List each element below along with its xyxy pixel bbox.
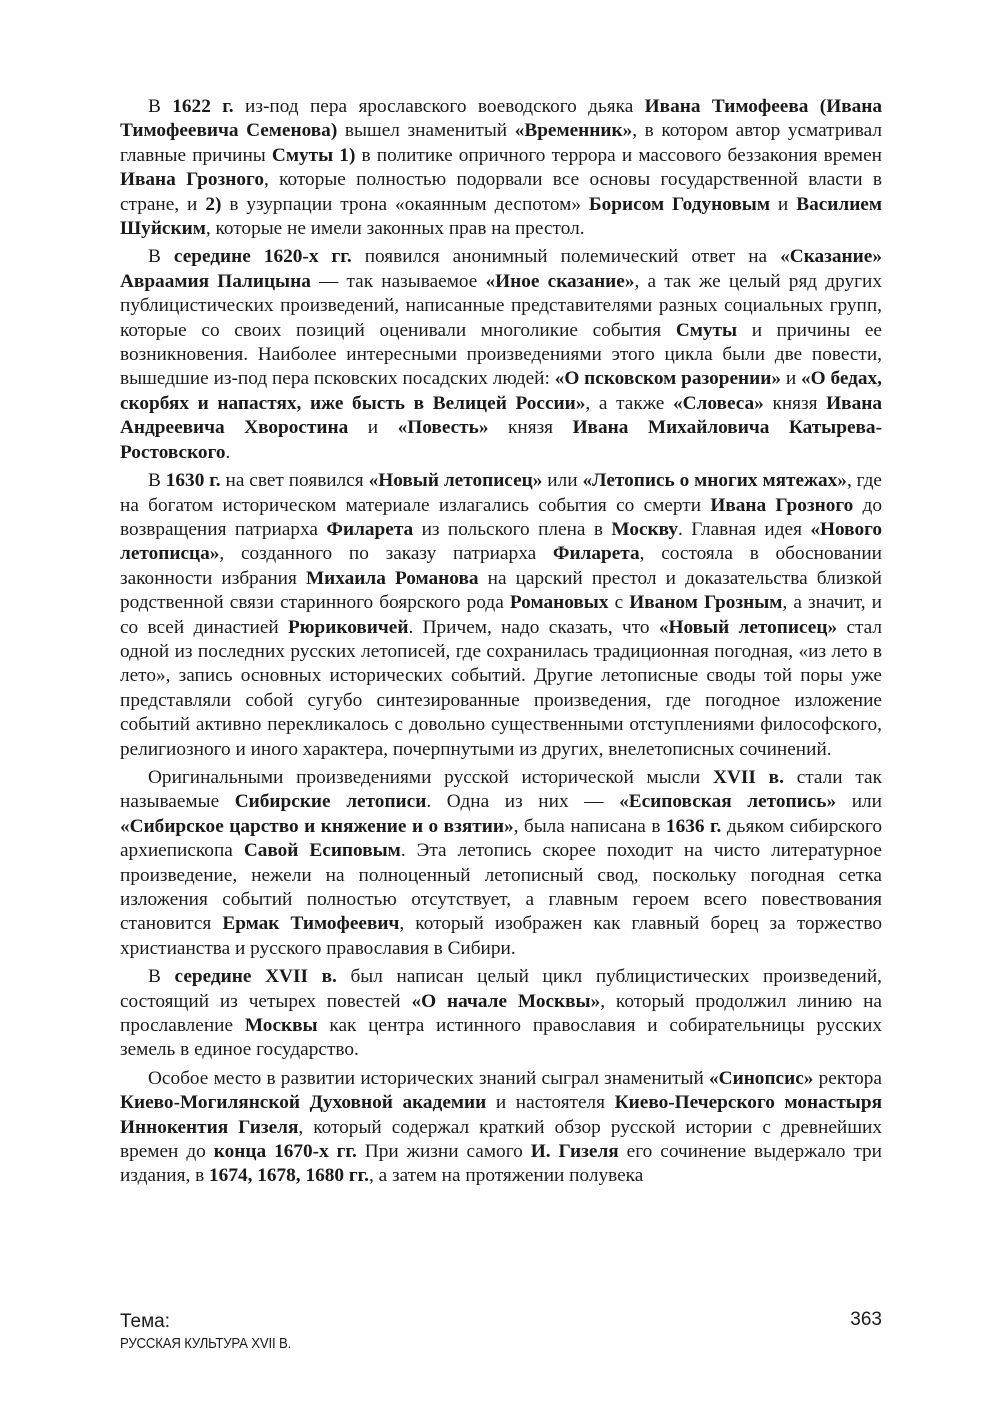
footer-topic-label: Тема: — [120, 1311, 171, 1332]
bold-text-run: 1622 г. — [172, 96, 234, 117]
text-run: дьяком сибирского архиепископа — [120, 815, 882, 862]
text-run: , в котором автор усматривал главные причины — [120, 120, 882, 166]
text-run: Оригинальными произведениями русской исторической мысли — [148, 766, 714, 788]
text-run: , которые не имели законных прав на престол. — [205, 218, 585, 240]
bold-text-run: Михаила Романова — [305, 567, 479, 589]
text-run: , а так же целый ряд других публицистических произведений, написанные представителями разных социальных групп, которые со своих позиций оценивали многоликие события — [120, 270, 883, 341]
bold-text-run: «Нового летописца» — [120, 518, 883, 565]
footer-topic-block — [120, 1311, 315, 1355]
bold-text-run: «Словеса» — [672, 392, 764, 414]
bold-text-run: 1636 г. — [665, 815, 722, 837]
bold-text-run: «Сказание» Авраамия Палицына — [120, 246, 882, 292]
bold-text-run: Борисом Годуновым — [588, 193, 770, 215]
footer-topic-title: РУССКАЯ КУЛЬТУРА XVII В. — [120, 1335, 292, 1352]
text-run: В — [148, 96, 173, 117]
text-run: до возвращения патриарха — [120, 494, 882, 540]
bold-text-run: Ивана Грозного — [710, 494, 854, 516]
text-run: из польского плена в — [413, 518, 612, 540]
bold-text-run: середине 1620-х гг. — [173, 246, 352, 268]
bold-text-run: «Есиповская летопись» — [619, 791, 837, 813]
bold-text-run: 2) — [205, 193, 222, 215]
bold-text-run: Филарета — [552, 543, 640, 565]
bold-text-run: Ивана Михайловича Катырева-Ростовского — [120, 417, 882, 463]
text-run: . Эта летопись скорее походит на чисто литературное произведение, нежели на полноценный летописный свод, поскольку погодная сетка изложения событий полностью отсутствует, а главным героем всего повествования становится — [120, 840, 882, 935]
bold-text-run: Романовых — [509, 592, 609, 614]
text-run: — так называемое — [310, 270, 486, 292]
bold-text-run: Киево-Могилянской Духовной академии — [120, 1092, 487, 1114]
text-run: , где на богатом историческом материале излагались события со смерти — [120, 470, 882, 516]
paragraph — [120, 1067, 882, 1189]
bold-text-run: «Повесть» — [397, 417, 489, 439]
text-run: или — [542, 470, 583, 492]
bold-text-run: Ивана Тимофеева (Ивана Тимофеевича Семенова) — [120, 96, 882, 142]
text-run: в политике опричного террора и массового беззакония времен — [355, 144, 882, 166]
bold-text-run: «Летопись о многих мятежах» — [582, 470, 847, 492]
text-run: на царский престол и доказательства близкой родственной связи старинного боярского рода — [120, 567, 883, 614]
text-run: , который содержал краткий обзор русской истории с древнейших времен до — [120, 1116, 882, 1163]
text-run: или — [836, 791, 882, 813]
text-run: с — [608, 592, 630, 614]
bold-text-run: Ивана Грозного — [120, 169, 264, 191]
bold-text-run: Москвы — [244, 1015, 318, 1037]
text-run: стали так называемые — [120, 766, 882, 813]
paragraph — [120, 766, 882, 961]
text-run: . Главная идея — [678, 518, 811, 540]
bold-text-run: «О псковском разорении» — [554, 368, 782, 390]
text-run: В — [148, 966, 175, 988]
text-run: , а также — [585, 392, 673, 414]
bold-text-run: «Новый летописец» — [368, 470, 543, 492]
bold-text-run: Савой Есиповым — [243, 840, 401, 862]
bold-text-run: Василием Шуйским — [120, 193, 882, 240]
text-run: , была написана в — [513, 815, 666, 837]
bold-text-run: Ермак Тимофеевич — [222, 913, 400, 935]
bold-text-run: Москву — [611, 518, 679, 540]
text-run: и — [348, 417, 398, 439]
bold-text-run: «Иное сказание» — [485, 270, 635, 292]
bold-text-run: Смуты 1) — [271, 144, 356, 166]
bold-text-run: Ивана Андреевича Хворостина — [120, 392, 882, 439]
text-run: . Одна из них — — [426, 791, 620, 813]
text-run: появился анонимный полемический ответ на — [351, 246, 781, 268]
bold-text-run: И. Гизеля — [530, 1141, 619, 1163]
text-run: и — [769, 193, 797, 215]
bold-text-run: «О бедах, скорбях и напастях, иже бысть в Велицей России» — [120, 368, 882, 414]
text-run: , который продолжил линию на прославление — [120, 990, 882, 1037]
bold-text-run: 1630 г. — [165, 470, 221, 492]
bold-text-run: Киево-Печерского монастыря Иннокентия Гизеля — [120, 1092, 882, 1138]
bold-text-run: Смуты — [675, 319, 738, 341]
text-run: , созданного по заказу патриарха — [219, 543, 553, 565]
text-run: и настоятеля — [486, 1092, 615, 1114]
bold-text-run: «Сибирское царство и княжение и о взятии» — [120, 815, 514, 837]
bold-text-run: «Новый летописец» — [658, 616, 838, 638]
bold-text-run: «Синопсис» — [709, 1067, 814, 1089]
bold-text-run: Филарета — [326, 518, 414, 540]
bold-text-run: середине XVII в. — [174, 966, 337, 988]
text-run: , которые полностью подорвали все основы государственной власти в стране, и — [120, 169, 882, 215]
text-run: князя — [488, 417, 573, 439]
text-run: князя — [763, 392, 827, 414]
text-run: как центра истинного православия и собирательницы русских земель в единое государство. — [120, 1015, 882, 1061]
text-run: вышел знаменитый — [337, 120, 515, 142]
text-run: на свет появился — [220, 470, 369, 492]
page-body-text — [120, 95, 882, 1193]
text-run: ректора — [813, 1067, 882, 1089]
text-run: из-под пера ярославского воеводского дьяка — [233, 96, 645, 117]
bold-text-run: Сибирские летописи — [234, 791, 427, 813]
text-run: Особое место в развитии исторических знаний сыграл знаменитый — [148, 1067, 710, 1089]
paragraph — [120, 95, 882, 241]
paragraph — [120, 245, 882, 465]
bold-text-run: «О начале Москвы» — [411, 990, 601, 1012]
text-run: стал одной из последних русских летописей, где сохранилась традиционная погодная, «из лето в лето», запись основных исторических событий. Другие летописные своды той поры уже представляли собой сугубо синтезированные произведения, где погодное изложение событий активно перекликалось с довольно существенными отступлениями философского, религиозного и иного характера, почерпнутыми из других, внелетописных сочинений. — [120, 616, 883, 760]
text-run: , состояла в обосновании законности избрания — [120, 543, 882, 589]
bold-text-run: конца 1670-х гг. — [213, 1141, 357, 1163]
bold-text-run: XVII в. — [713, 766, 784, 788]
bold-text-run: Рюриковичей — [288, 616, 409, 638]
text-run: и — [781, 368, 801, 390]
text-run: В — [148, 470, 166, 492]
page-number: 363 — [850, 1309, 882, 1330]
bold-text-run: Иваном Грозным — [629, 592, 783, 614]
text-run: , а значит, и со всей династией — [120, 592, 882, 638]
text-run: в узурпации трона «окаянным деспотом» — [221, 193, 589, 215]
text-run: . — [225, 441, 231, 463]
text-run: его сочинение выдержало три издания, в — [120, 1141, 882, 1187]
text-run: В — [148, 246, 174, 268]
bold-text-run: «Временник» — [514, 120, 633, 142]
bold-text-run: 1674, 1678, 1680 гг. — [209, 1165, 369, 1187]
paragraph — [120, 469, 882, 762]
text-run: и причины ее возникновения. Наиболее интересными произведениями этого цикла были две повести, вышедшие из-под пера псковских посадских людей: — [120, 319, 882, 390]
text-run: , который изображен как главный борец за торжество христианства и русского православия в Сибири. — [120, 913, 882, 959]
paragraph — [120, 965, 882, 1063]
text-run: При жизни самого — [356, 1141, 531, 1163]
text-run: , а затем на протяжении полувека — [368, 1165, 644, 1187]
text-run: был написан целый цикл публицистических произведений, состоящий из четырех повестей — [120, 966, 882, 1012]
text-run: . Причем, надо сказать, что — [408, 616, 659, 638]
